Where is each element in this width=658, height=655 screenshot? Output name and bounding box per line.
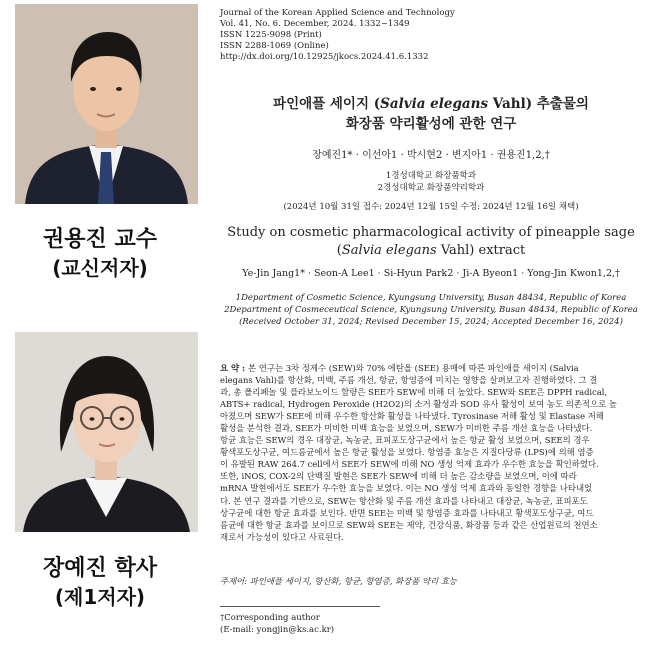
journal-name: Journal of the Korean Applied Science and Technology	[220, 8, 455, 18]
received-dates-en: (Received October 31, 2024; Revised December 15, 2024; Accepted December 16, 2024)	[239, 317, 623, 327]
journal-volume: Vol. 41, No. 6. December, 2024. 1332~1349	[220, 19, 410, 29]
authors-english: Ye-Jin Jang1* · Seon-A Lee1 · Si-Hyun Park2 · Ji-A Byeon1 · Yong-Jin Kwon1,2,†	[242, 268, 620, 279]
abstract-line: 상구균에 대한 항균 효과를 보인다. 반면 SEE는 미백 및 항염증 효과를 나타내고 황색포도상구균, 여드	[220, 507, 594, 518]
abstract-line: 본 연구는 3차 정제수 (SEW)와 70% 에탄올 (SEE) 용매에 따른 파인애플 세이지 (Salvia	[248, 363, 579, 373]
abstract-line: 아졌으며 SEW가 SEE에 비해 우수한 항산화 활성을 나타냈다. Tyrosinase 저해 활성 및 Elastase 저해	[220, 411, 604, 422]
abstract-line: 또한, iNOS, COX-2의 단백질 발현은 SEE가 SEW에 비해 더 높은 감소량을 보였으며, 이에 따라	[220, 471, 577, 482]
corresponding-email[interactable]: (E-mail: yongjin@ks.ac.kr)	[220, 625, 335, 635]
affiliation-ko-2: 2경성대학교 화장품약리학과	[377, 183, 485, 193]
abstract	[220, 362, 644, 543]
abstract-line: ABTS+ radical, Hydrogen Peroxide (H2O2)의 소거 활성과 SOD 유사 활성이 보여 농도 의존적으로 높	[220, 399, 617, 410]
abstract-line: mRNA 발현에서도 SEE가 우수한 효능을 보였다. 이는 NO 생성 억제 효과와 동일한 경향을 나타내었	[220, 483, 593, 494]
affiliation-en-1: 1Department of Cosmetic Science, Kyungsung University, Busan 48434, Republic of Korea	[235, 293, 627, 303]
abstract-line: elegans Vahl)를 항산화, 미백, 주름 개선, 항균, 항염증에 미치는 영향을 살펴보고자 진행하였다. 그 결	[220, 375, 598, 386]
person2-name: 장예진 학사	[43, 556, 157, 581]
journal-header	[220, 8, 455, 63]
affiliation-ko-1: 1경성대학교 화장품학과	[385, 171, 477, 181]
abstract-line: 과, 총 폴리페놀 및 플라보노이드 함량은 SEE가 SEW에 비해 더 높았다. SEW와 SEE은 DPPH radical,	[220, 387, 608, 398]
corresponding-author-note	[220, 612, 334, 636]
photo-corresponding-author	[15, 4, 198, 204]
title-korean	[208, 94, 654, 134]
title-english	[208, 224, 654, 260]
title-en-line1: Study on cosmetic pharmacological activity of pineapple sage	[227, 225, 635, 240]
abstract-line: 활성을 분석한 결과, SEE가 미비한 미백 효능을 보였으며, SEW가 미비한 주름 개선 효능을 나타냈다.	[220, 423, 593, 434]
footnote-divider	[220, 606, 380, 607]
journal-doi-link[interactable]: http://dx.doi.org/10.12925/jkocs.2024.41.6.1332	[220, 52, 429, 62]
affiliations-english	[208, 292, 654, 328]
abstract-line: 다. 본 연구 결과를 기반으로, SEW는 항산화 및 주름 개선 효과를 나타내고 대장균, 녹농균, 표피포도	[220, 495, 588, 506]
abstract-line: 이 유발된 RAW 264.7 cell에서 SEE가 SEW에 비해 NO 생성 억제 효과가 우수한 효능을 확인하였다.	[220, 459, 599, 470]
title-ko-part: Vahl) 추출물의	[488, 96, 589, 112]
title-ko-part: 파인애플 세이지 (	[273, 96, 381, 112]
photo-first-author	[15, 332, 198, 532]
authors-korean: 장예진1* · 이선아1 · 박시현2 · 변지아1 · 권용진1,2,†	[312, 150, 550, 161]
journal-issn-online: ISSN 2288-1069 (Online)	[220, 41, 329, 51]
corresponding-label: †Corresponding author	[220, 613, 320, 623]
title-en-species: Salvia elegans	[341, 243, 437, 258]
person2-role: (제1저자)	[54, 585, 146, 609]
person1-name: 권용진 교수	[43, 227, 157, 252]
abstract-label: 요 약 :	[220, 363, 249, 373]
title-ko-line2: 화장품 약리활성에 관한 연구	[345, 116, 517, 132]
paper-first-page	[208, 0, 654, 655]
affiliation-en-2: 2Department of Cosmeceutical Science, Kyungsung University, Busan 48434, Republic of Korea	[224, 305, 638, 315]
author-photos-panel	[0, 0, 200, 655]
abstract-line: 름균에 대한 항균 효과를 보이므로 SEW와 SEE는 제약, 건강식품, 화장품 등과 같은 산업원료의 천연소	[220, 519, 598, 530]
abstract-line: 항균 효능은 SEW의 경우 대장균, 녹농균, 표피포도상구균에서 높은 항균 활성 보였으며, SEE의 경우	[220, 435, 590, 446]
affiliations-korean	[208, 170, 654, 194]
journal-issn-print: ISSN 1225-9098 (Print)	[220, 30, 322, 40]
title-ko-species: Salvia elegans	[380, 96, 489, 112]
dates-korean: (2024년 10월 31일 접수: 2024년 12월 15일 수정: 2024년 12월 16일 채택)	[283, 202, 579, 212]
portrait-man-image	[15, 4, 198, 204]
portrait-woman-image	[15, 332, 198, 532]
abstract-line: 재로서 가능성이 있다고 사료된다.	[220, 531, 344, 542]
abstract-line: 황색포도상구균, 여드름균에서 높은 항균 활성을 보였다. 항염증 효능은 지질다당류 (LPS)에 의해 염증	[220, 447, 594, 458]
title-en-part: (	[336, 243, 342, 258]
keywords: 주제어: 파인애플 세이지, 항산화, 항균, 항염증, 화장품 약리 효능	[220, 576, 458, 586]
person1-role: (교신저자)	[52, 256, 148, 280]
title-en-part: Vahl) extract	[436, 243, 526, 258]
abstract-body	[220, 363, 617, 542]
